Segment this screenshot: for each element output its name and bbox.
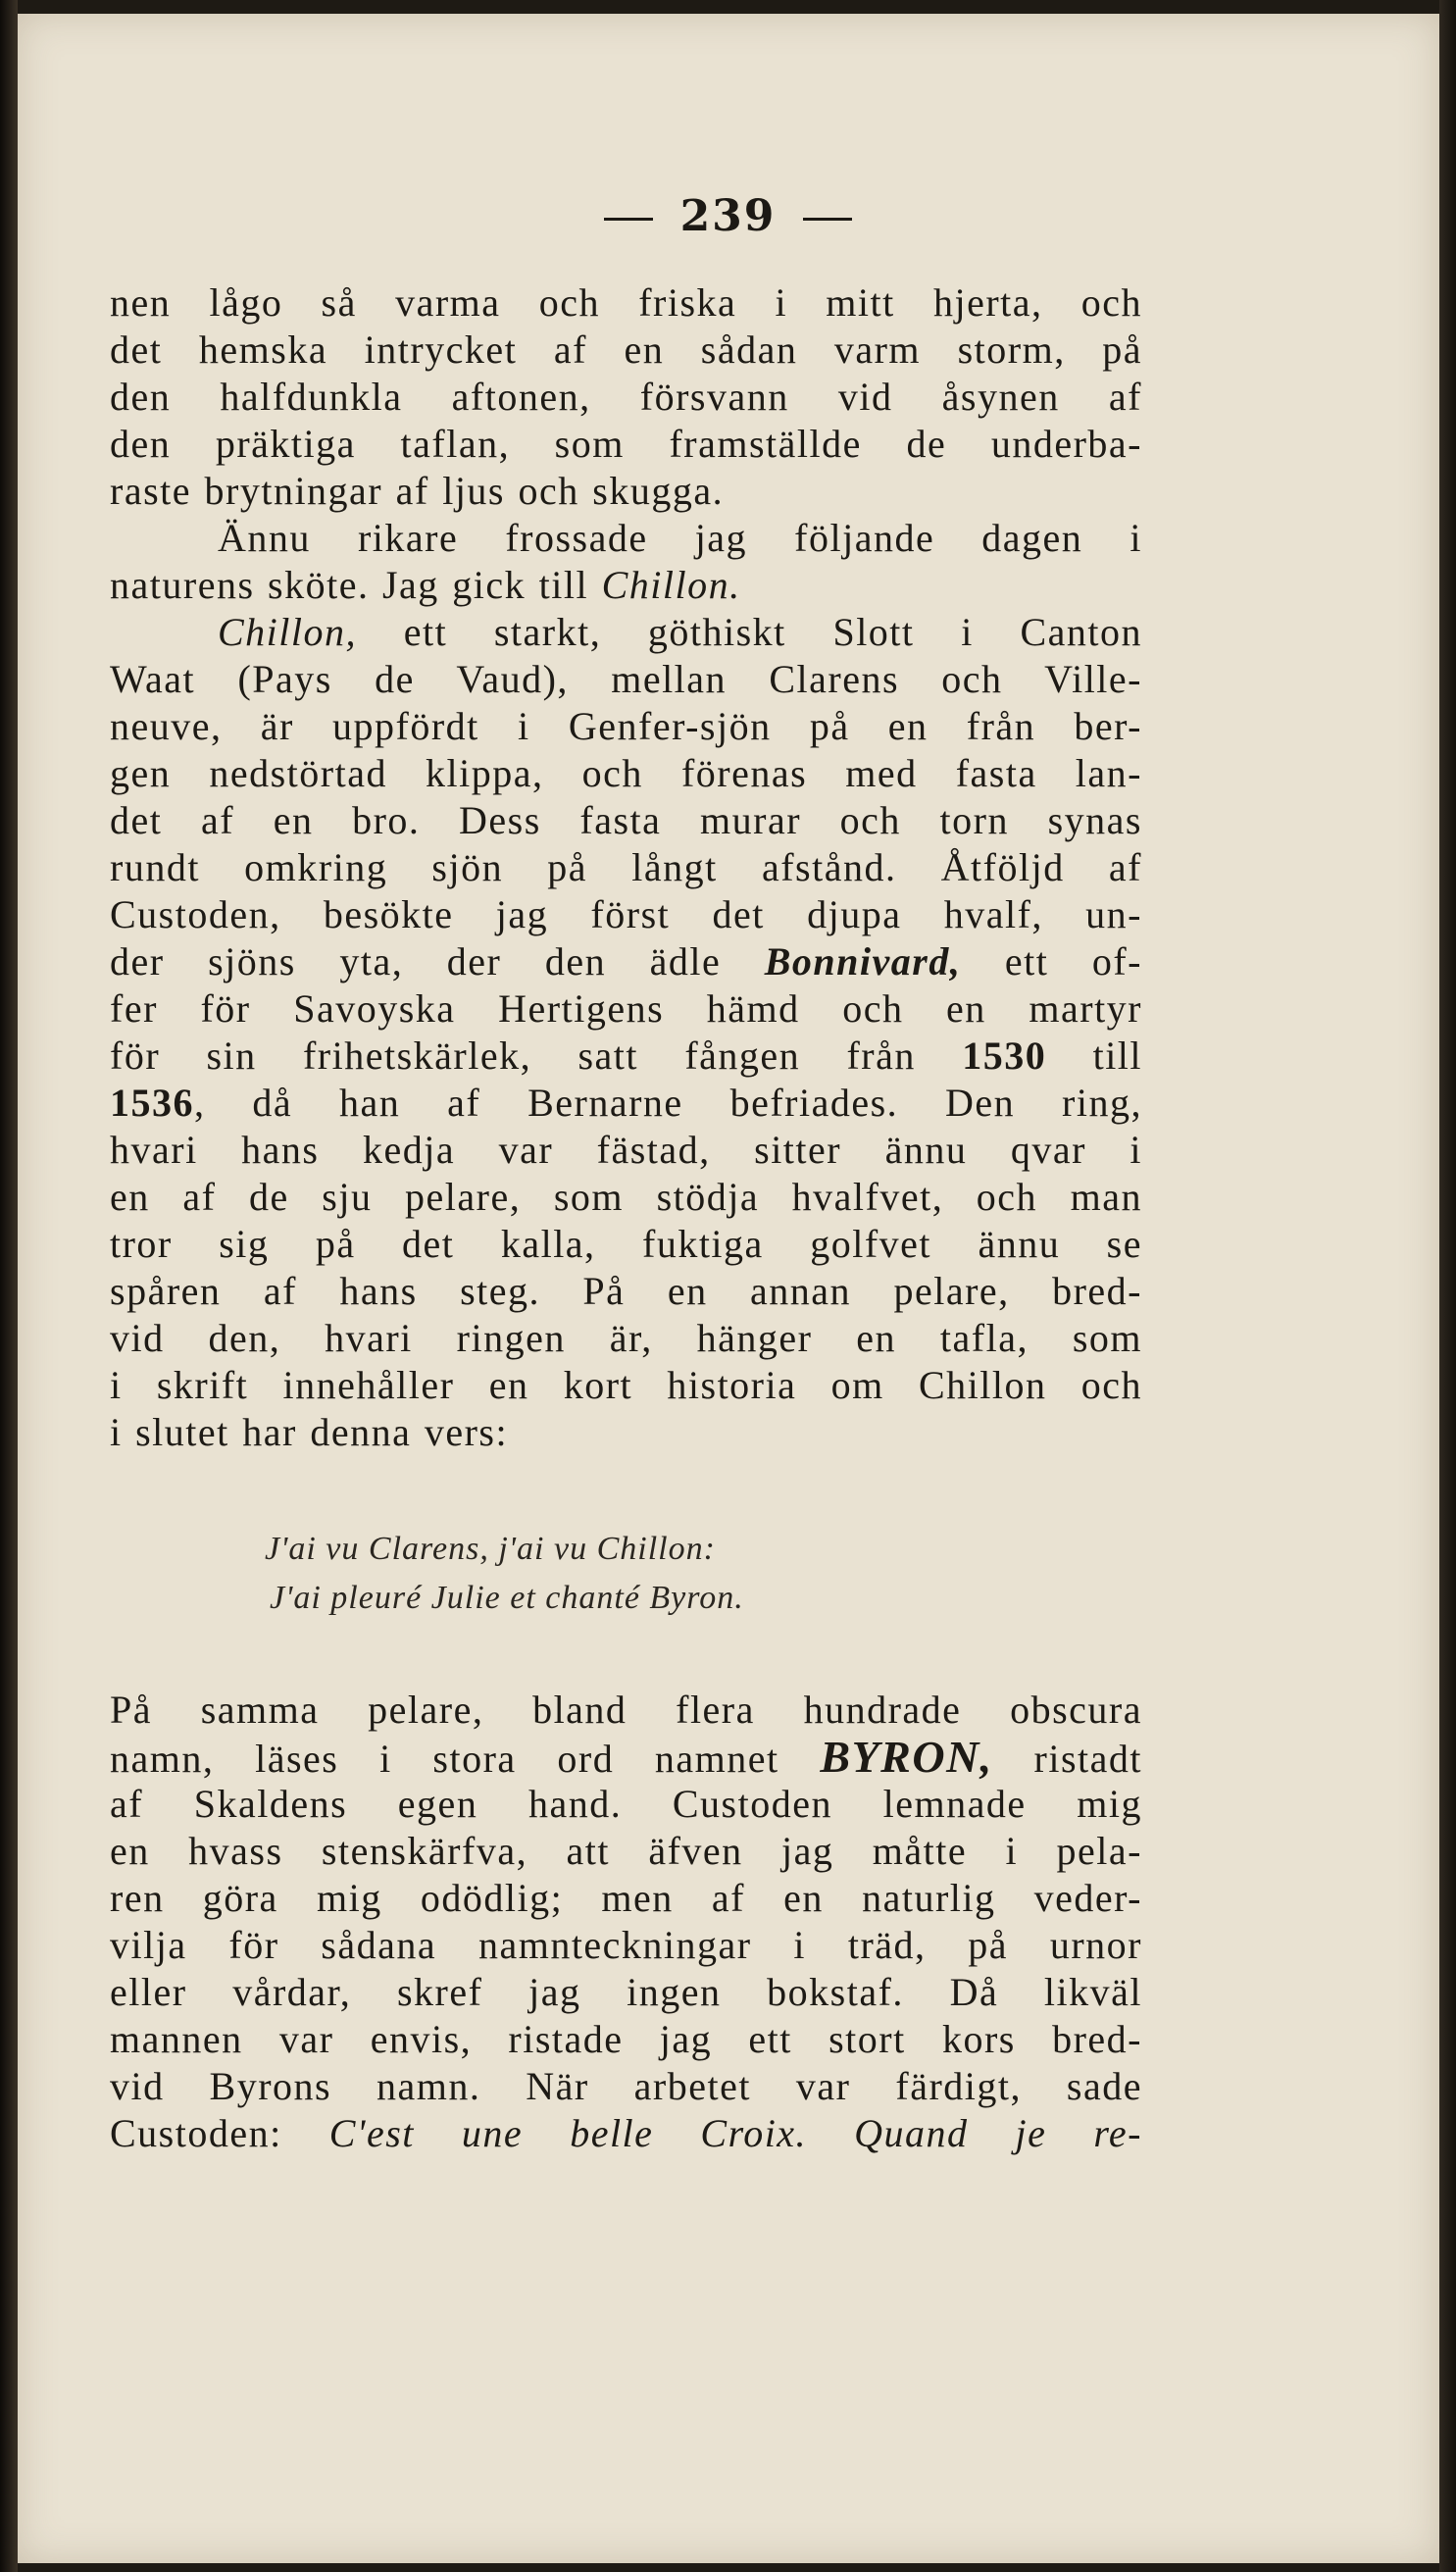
text-line: raste brytningar af ljus och skugga. [110,469,725,513]
text-span: namn, läses i stora ord namnet [110,1737,779,1781]
text-line: vilja för sådana namnteckningar i träd, på urnor [110,1923,1142,1967]
text-line [110,1033,1142,1080]
year-number: 1536 [110,1081,194,1125]
text-line [110,938,1142,985]
text-line: Waat (Pays de Vaud), mellan Clarens och Ville- [110,657,1142,701]
text-line [110,609,1142,656]
text-line: På samma pelare, bland flera hundrade obscura [110,1688,1142,1732]
verse-line: J'ai vu Clarens, j'ai vu Chillon: [265,1531,716,1567]
page-header [0,191,1456,241]
text-line [110,562,1142,609]
text-line [110,1080,1142,1127]
text-line: i slutet har denna vers: [110,1410,509,1454]
text-line: neuve, är uppfördt i Genfer-sjön på en från ber- [110,704,1142,748]
text-line: fer för Savoyska Hertigens hämd och en martyr [110,986,1142,1031]
text-line: en hvass stenskärfva, att äfven jag måtte i pela- [110,1829,1142,1873]
text-line: det hemska intrycket af en sådan varm storm, på [110,328,1142,372]
page-number: 239 [679,191,777,241]
place-name-chillon: Chillon. [601,563,741,607]
text-line: den halfdunkla aftonen, försvann vid åsynen af [110,375,1142,419]
text-line: vid Byrons namn. När arbetet var färdigt, sade [110,2064,1142,2108]
text-line [110,1734,1142,1781]
text-span: ett starkt, göthiskt Slott i Canton [403,610,1143,654]
french-quote: C'est une belle Croix. Quand je re- [328,2111,1142,2155]
text-line: i skrift innehåller en kort historia om Chillon och [110,1363,1142,1407]
text-line: nen lågo så varma och friska i mitt hjerta, och [110,280,1142,325]
page-edge-shadow [1439,0,1456,2572]
verse-quote [265,1525,744,1623]
text-span: naturens sköte. Jag gick till [110,563,589,607]
text-line: den präktiga taflan, som framställde de underba- [110,422,1142,466]
paragraph-4 [110,1687,1142,2157]
text-line: det af en bro. Dess fasta murar och torn synas [110,798,1142,842]
paragraph-2 [110,515,1142,609]
paragraph-1 [110,279,1142,515]
text-line: vid den, hvari ringen är, hänger en tafla, som [110,1316,1142,1360]
text-line: ren göra mig odödlig; men af en naturlig veder- [110,1876,1142,1920]
text-span: till [1092,1034,1143,1078]
text-span: , då han af Bernarne befriades. Den ring, [194,1081,1142,1125]
text-line: tror sig på det kalla, fuktiga golfvet ännu se [110,1222,1142,1266]
text-span: der sjöns yta, der den ädle [110,939,722,983]
header-dash-left [604,218,653,221]
text-line: hvari hans kedja var fästad, sitter ännu qvar i [110,1128,1142,1172]
text-line: af Skaldens egen hand. Custoden lemnade mig [110,1782,1142,1826]
text-span: för sin frihetskärlek, satt fången från [110,1034,916,1078]
text-line: mannen var envis, ristade jag ett stort kors bred- [110,2017,1142,2061]
text-line: spåren af hans steg. På en annan pelare, bred- [110,1269,1142,1313]
text-line: rundt omkring sjön på långt afstånd. Åtföljd af [110,845,1142,889]
text-line: Custoden, besökte jag först det djupa hvalf, un- [110,892,1142,936]
name-byron: BYRON, [820,1732,993,1782]
text-line [110,2110,1142,2157]
header-dash-right [803,218,852,221]
place-name-chillon: Chillon, [218,610,358,654]
paragraph-3 [110,609,1142,1456]
person-name-bonnivard: Bonnivard, [764,939,962,983]
text-line: en af de sju pelare, som stödja hvalfvet, och man [110,1175,1142,1219]
verse-line: J'ai pleuré Julie et chanté Byron. [270,1580,744,1616]
text-span: ristadt [1033,1737,1143,1781]
text-line: Ännu rikare frossade jag följande dagen i [218,516,1142,560]
text-line: gen nedstörtad klippa, och förenas med fasta lan- [110,751,1142,795]
book-spine-shadow [0,0,18,2572]
text-span: Custoden: [110,2111,282,2155]
year-number: 1530 [962,1034,1047,1078]
text-span: ett of- [1004,939,1142,983]
text-line: eller vårdar, skref jag ingen bokstaf. Då likväl [110,1970,1142,2014]
